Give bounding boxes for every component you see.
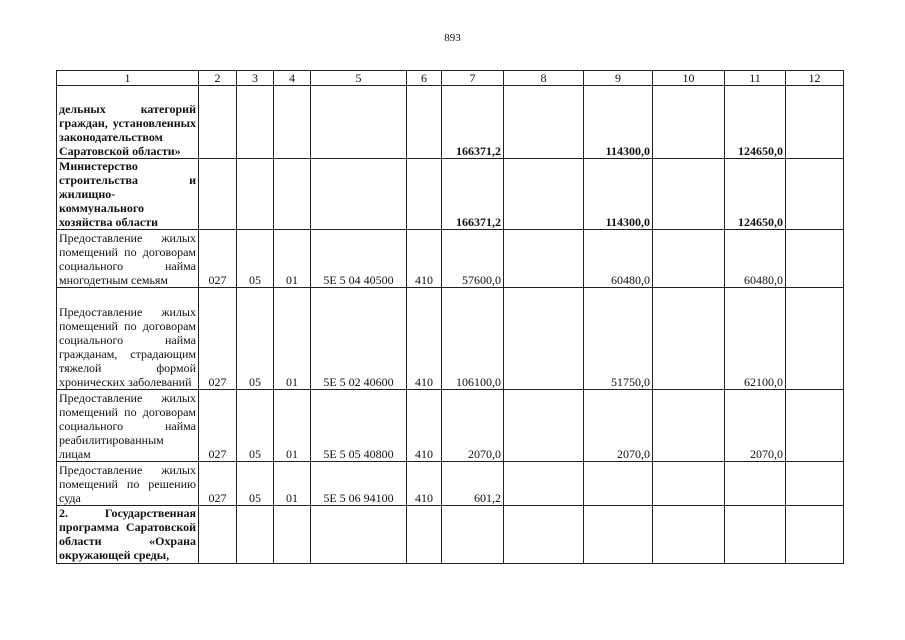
column-number-row bbox=[57, 71, 844, 86]
row-description: 2. Государственная программа Саратовской области «Охрана окружающей среды, bbox=[57, 506, 199, 564]
cell-expense-type bbox=[407, 86, 442, 159]
column-number: 3 bbox=[237, 71, 274, 86]
cell-ministry-code bbox=[199, 506, 237, 564]
table-row bbox=[57, 506, 844, 564]
cell-subsection: 01 bbox=[274, 462, 311, 506]
cell-amount-col8 bbox=[504, 462, 584, 506]
cell-amount-col7: 166371,2 bbox=[442, 159, 504, 230]
cell-ministry-code: 027 bbox=[199, 462, 237, 506]
cell-target-article: 5Е 5 05 40800 bbox=[311, 390, 407, 462]
cell-amount-col7: 2070,0 bbox=[442, 390, 504, 462]
column-number: 8 bbox=[504, 71, 584, 86]
cell-amount-col7: 601,2 bbox=[442, 462, 504, 506]
cell-amount-col11: 2070,0 bbox=[725, 390, 786, 462]
row-description: Предоставление жилых помещений по договорам социального найма гражданам, страдающим тяжелой формой хронических заболеваний bbox=[57, 288, 199, 390]
column-number: 2 bbox=[199, 71, 237, 86]
table-row bbox=[57, 462, 844, 506]
table-row bbox=[57, 230, 844, 288]
cell-expense-type: 410 bbox=[407, 288, 442, 390]
cell-amount-col10 bbox=[653, 86, 725, 159]
cell-section bbox=[237, 506, 274, 564]
column-number: 5 bbox=[311, 71, 407, 86]
column-number: 11 bbox=[725, 71, 786, 86]
table-row bbox=[57, 288, 844, 390]
cell-amount-col12 bbox=[786, 288, 844, 390]
cell-amount-col7: 166371,2 bbox=[442, 86, 504, 159]
cell-amount-col12 bbox=[786, 506, 844, 564]
column-number: 6 bbox=[407, 71, 442, 86]
cell-expense-type: 410 bbox=[407, 462, 442, 506]
cell-amount-col9: 60480,0 bbox=[584, 230, 653, 288]
cell-ministry-code: 027 bbox=[199, 230, 237, 288]
cell-amount-col8 bbox=[504, 390, 584, 462]
cell-target-article bbox=[311, 86, 407, 159]
cell-section: 05 bbox=[237, 230, 274, 288]
budget-table bbox=[56, 70, 844, 564]
cell-amount-col7: 106100,0 bbox=[442, 288, 504, 390]
cell-amount-col9 bbox=[584, 462, 653, 506]
table-row bbox=[57, 86, 844, 159]
cell-amount-col12 bbox=[786, 390, 844, 462]
cell-amount-col8 bbox=[504, 159, 584, 230]
column-number: 9 bbox=[584, 71, 653, 86]
cell-ministry-code bbox=[199, 159, 237, 230]
cell-amount-col8 bbox=[504, 506, 584, 564]
row-description: Предоставление жилых помещений по договорам социального найма многодетным семьям bbox=[57, 230, 199, 288]
cell-amount-col9 bbox=[584, 506, 653, 564]
cell-amount-col12 bbox=[786, 86, 844, 159]
cell-subsection: 01 bbox=[274, 390, 311, 462]
cell-subsection: 01 bbox=[274, 288, 311, 390]
cell-ministry-code: 027 bbox=[199, 288, 237, 390]
cell-section: 05 bbox=[237, 390, 274, 462]
cell-amount-col12 bbox=[786, 462, 844, 506]
cell-amount-col9: 51750,0 bbox=[584, 288, 653, 390]
cell-amount-col10 bbox=[653, 288, 725, 390]
page-number: 893 bbox=[444, 32, 461, 44]
column-number: 1 bbox=[57, 71, 199, 86]
row-description: Предоставление жилых помещений по решению суда bbox=[57, 462, 199, 506]
cell-amount-col11: 124650,0 bbox=[725, 86, 786, 159]
cell-amount-col12 bbox=[786, 230, 844, 288]
column-number: 10 bbox=[653, 71, 725, 86]
column-number: 4 bbox=[274, 71, 311, 86]
cell-amount-col10 bbox=[653, 159, 725, 230]
cell-amount-col11: 124650,0 bbox=[725, 159, 786, 230]
row-description: Предоставление жилых помещений по договорам социального найма реабилитированным лицам bbox=[57, 390, 199, 462]
table-row bbox=[57, 159, 844, 230]
row-description: Министерство строительства и жилищно-коммунального хозяйства области bbox=[57, 159, 199, 230]
cell-amount-col8 bbox=[504, 230, 584, 288]
cell-section bbox=[237, 159, 274, 230]
cell-subsection bbox=[274, 506, 311, 564]
cell-target-article bbox=[311, 506, 407, 564]
cell-amount-col7 bbox=[442, 506, 504, 564]
cell-amount-col10 bbox=[653, 390, 725, 462]
cell-subsection: 01 bbox=[274, 230, 311, 288]
cell-amount-col11: 60480,0 bbox=[725, 230, 786, 288]
cell-target-article: 5Е 5 06 94100 bbox=[311, 462, 407, 506]
cell-amount-col12 bbox=[786, 159, 844, 230]
cell-amount-col7: 57600,0 bbox=[442, 230, 504, 288]
cell-amount-col9: 2070,0 bbox=[584, 390, 653, 462]
cell-section bbox=[237, 86, 274, 159]
cell-expense-type bbox=[407, 506, 442, 564]
cell-amount-col10 bbox=[653, 230, 725, 288]
cell-amount-col8 bbox=[504, 86, 584, 159]
cell-amount-col10 bbox=[653, 462, 725, 506]
row-description: дельных категорий граждан, установленных законодательством Саратовской области» bbox=[57, 86, 199, 159]
cell-section: 05 bbox=[237, 288, 274, 390]
table-row bbox=[57, 390, 844, 462]
column-number: 12 bbox=[786, 71, 844, 86]
cell-target-article bbox=[311, 159, 407, 230]
cell-amount-col11 bbox=[725, 462, 786, 506]
cell-expense-type: 410 bbox=[407, 230, 442, 288]
column-number: 7 bbox=[442, 71, 504, 86]
cell-amount-col8 bbox=[504, 288, 584, 390]
cell-target-article: 5Е 5 02 40600 bbox=[311, 288, 407, 390]
cell-amount-col10 bbox=[653, 506, 725, 564]
cell-subsection bbox=[274, 86, 311, 159]
cell-amount-col9: 114300,0 bbox=[584, 159, 653, 230]
cell-amount-col11: 62100,0 bbox=[725, 288, 786, 390]
cell-expense-type: 410 bbox=[407, 390, 442, 462]
cell-ministry-code: 027 bbox=[199, 390, 237, 462]
cell-expense-type bbox=[407, 159, 442, 230]
cell-amount-col9: 114300,0 bbox=[584, 86, 653, 159]
cell-ministry-code bbox=[199, 86, 237, 159]
cell-target-article: 5Е 5 04 40500 bbox=[311, 230, 407, 288]
cell-subsection bbox=[274, 159, 311, 230]
cell-section: 05 bbox=[237, 462, 274, 506]
cell-amount-col11 bbox=[725, 506, 786, 564]
